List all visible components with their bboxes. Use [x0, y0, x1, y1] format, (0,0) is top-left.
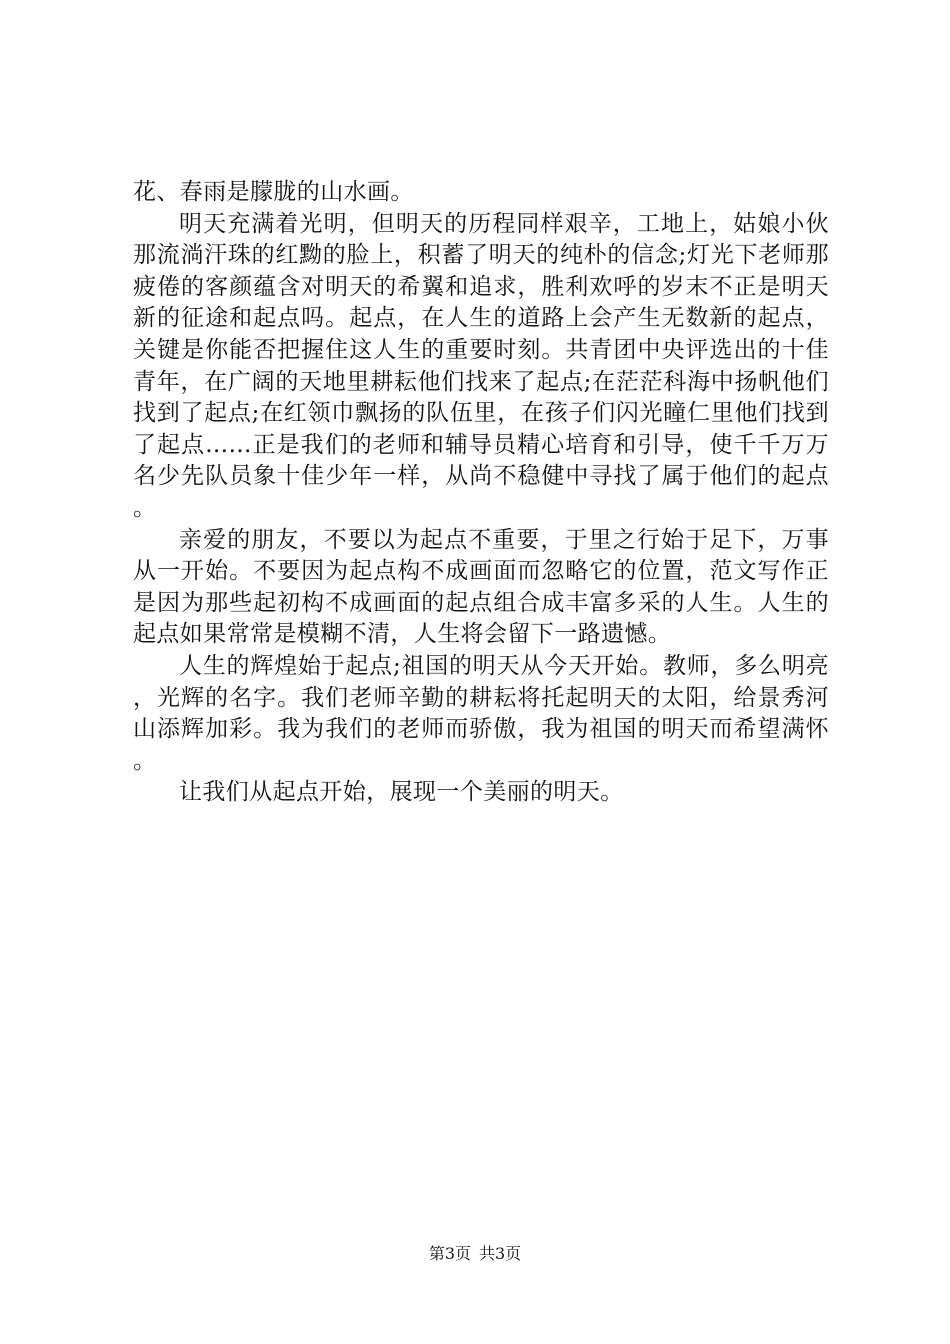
paragraph-continued: 花、春雨是朦胧的山水画。 — [133, 179, 414, 205]
paragraph-2: 明天充满着光明，但明天的历程同样艰辛，工地上，姑娘小伙那流淌汗珠的红黝的脸上，积蓄了明天的纯朴的信念;灯光下老师那疲倦的客颜蕴含对明天的希翼和追求，胜利欢呼的岁末不正是明天新的征途和起点吗。起点，在人生的道路上会产生无数新的起点，关键是你能否把握住这人生的重要时刻。共青团中央评选出的十佳青年，在广阔的天地里耕耘他们找来了起点;在茫茫科海中扬帆他们找到了起点;在红领巾飘扬的队伍里，在孩子们闪光瞳仁里他们找到了起点……正是我们的老师和辅导员精心培育和引导，使千千万万名少先队员象十佳少年一样，从尚不稳健中寻找了属于他们的起点。 — [133, 210, 829, 521]
paragraph-3: 亲爱的朋友，不要以为起点不重要，于里之行始于足下，万事从一开始。不要因为起点构不成画面而忽略它的位置，范文写作正是因为那些起初构不成画面的起点组合成丰富多采的人生。人生的起点如果常常是模糊不清，人生将会留下一路遗憾。 — [133, 526, 829, 648]
page-number: 第3页 — [428, 1244, 471, 1263]
paragraph-4: 人生的辉煌始于起点;祖国的明天从今天开始。教师，多么明亮，光辉的名字。我们老师辛勤的耕耘将托起明天的太阳，给景秀河山添辉加彩。我为我们的老师而骄傲，我为祖国的明天而希望满怀。 — [133, 652, 829, 774]
page-footer — [0, 1244, 950, 1264]
body-text — [133, 177, 829, 809]
paragraph-5: 让我们从起点开始，展现一个美丽的明天。 — [179, 779, 624, 806]
page-total: 共3页 — [479, 1244, 522, 1263]
